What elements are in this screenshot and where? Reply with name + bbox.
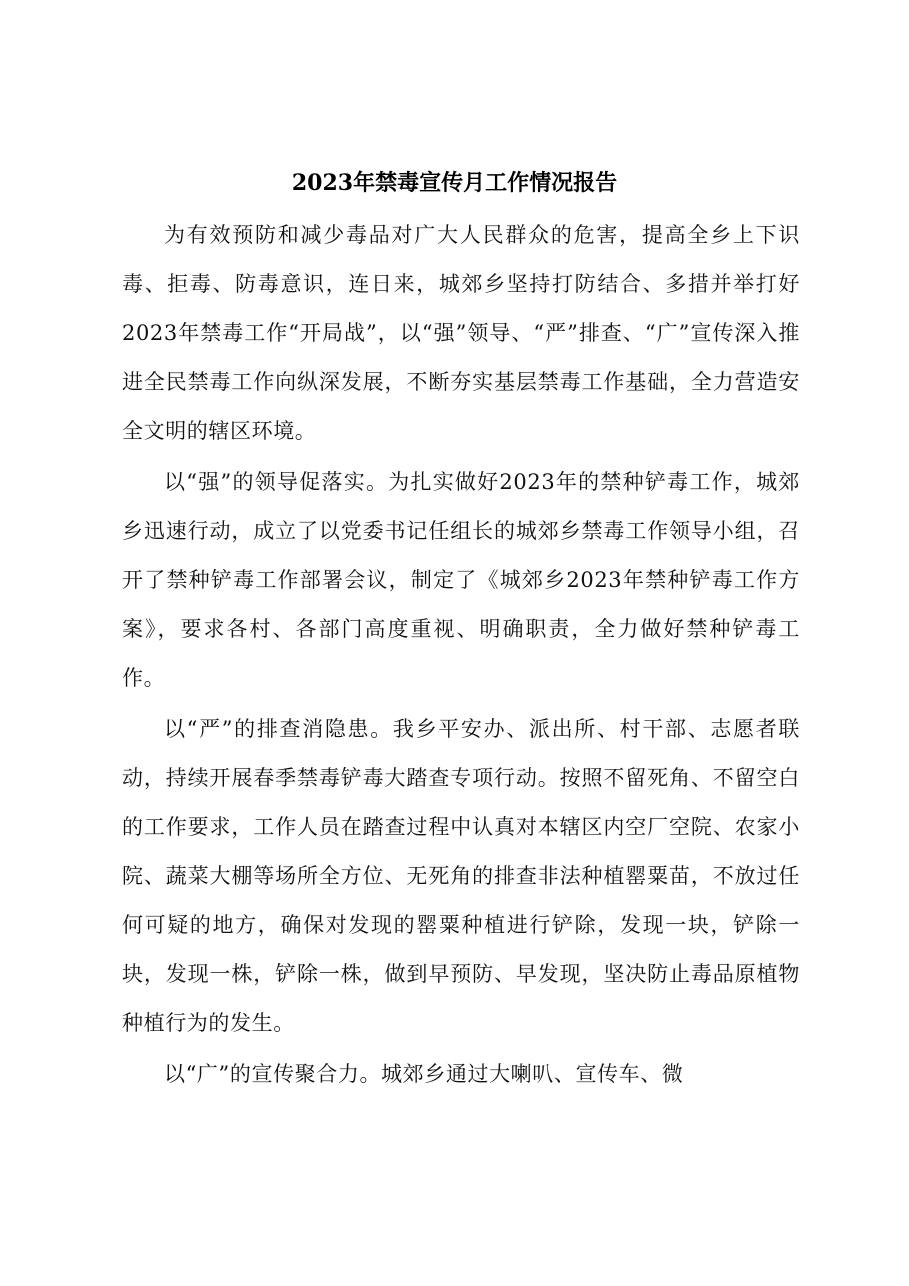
document-title: 2023年禁毒宣传月工作情况报告 [291,170,618,196]
paragraph-inspection: 以“严”的排查消隐患。我乡平安办、派出所、村干部、志愿者联动，持续开展春季禁毒铲毒大踏查专项行动。按照不留死角、不留空白的工作要求，工作人员在踏查过程中认真对本辖区内空厂空院、农家小院、蔬菜大棚等场所全方位、无死角的排查非法种植罂粟苗，不放过任何可疑的地方，确保对发现的罂粟种植进行铲除，发现一块，铲除一块，发现一株，铲除一株，做到早预防、早发现，坚决防止毒品原植物种植行为的发生。 [122,717,800,1035]
paragraph-publicity: 以“广”的宣传聚合力。城郊乡通过大喇叭、宣传车、微 [164,1062,684,1086]
document-body [122,211,800,1101]
paragraph-intro: 为有效预防和减少毒品对广大人民群众的危害，提高全乡上下识毒、拒毒、防毒意识，连日来，城郊乡坚持打防结合、多措并举打好2023年禁毒工作“开局战”，以“强”领导、“严”排查、“广”宣传深入推进全民禁毒工作向纵深发展，不断夯实基层禁毒工作基础，全力营造安全文明的辖区环境。 [122,223,800,443]
paragraph-leadership: 以“强”的领导促落实。为扎实做好2023年的禁种铲毒工作，城郊乡迅速行动，成立了以党委书记任组长的城郊乡禁毒工作领导小组，召开了禁种铲毒工作部署会议，制定了《城郊乡2023年禁种铲毒工作方案》，要求各村、各部门高度重视、明确职责，全力做好禁种铲毒工作。 [122,470,800,690]
